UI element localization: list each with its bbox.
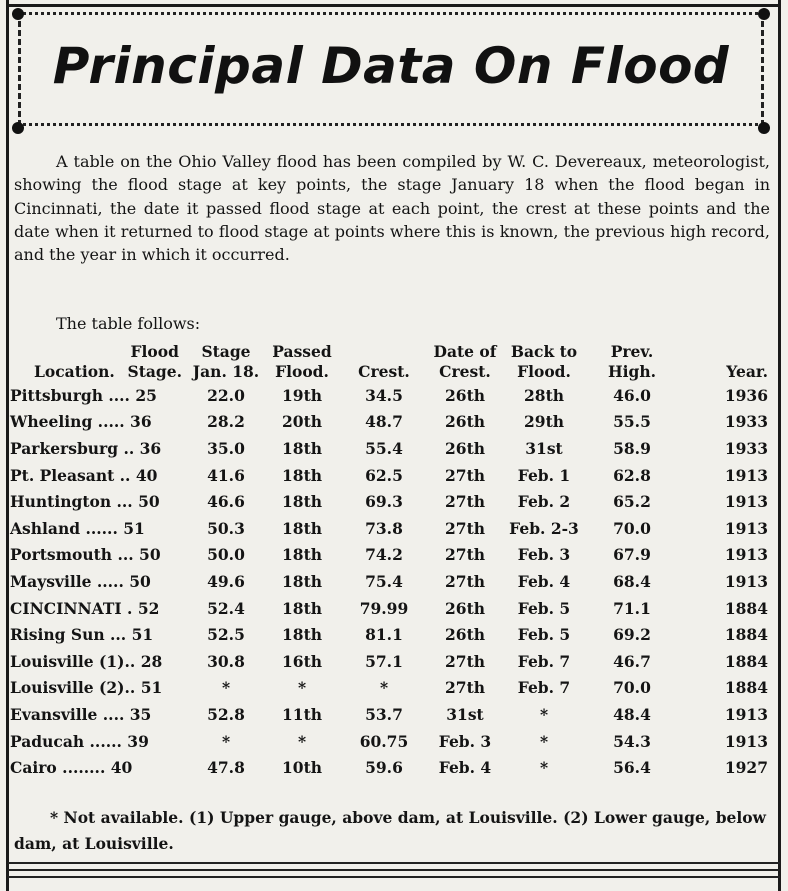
- cell-location: Maysville ..... 50: [10, 571, 151, 591]
- cell-year: 1933: [724, 438, 768, 458]
- cell-date-of-crest: 26th: [445, 625, 485, 645]
- cell-prev-high: 71.1: [613, 598, 651, 618]
- cell-date-of-crest: 26th: [445, 438, 485, 458]
- header-stage-line1: Stage: [201, 342, 251, 361]
- cell-date-of-crest: 27th: [445, 571, 485, 591]
- cell-crest: 74.2: [365, 545, 403, 565]
- cell-passed-flood: 10th: [282, 758, 322, 778]
- table-row: [10, 488, 772, 515]
- cell-prev-high: 58.9: [613, 438, 651, 458]
- table-row: [10, 409, 772, 436]
- cell-prev-high: 55.5: [613, 412, 651, 432]
- cell-passed-flood: 18th: [282, 598, 322, 618]
- cell-location: Ashland ...... 51: [10, 518, 145, 538]
- table-row: [10, 595, 772, 622]
- cell-year: 1913: [724, 518, 768, 538]
- cell-passed-flood: 20th: [282, 412, 322, 432]
- cell-stage-jan18: 49.6: [207, 571, 245, 591]
- table-row: [10, 515, 772, 542]
- cell-stage-jan18: 28.2: [207, 412, 245, 432]
- cell-crest: 69.3: [365, 492, 403, 512]
- cell-stage-jan18: 22.0: [207, 385, 245, 405]
- cell-back-to-flood: *: [539, 731, 549, 751]
- cell-passed-flood: 18th: [282, 625, 322, 645]
- cell-back-to-flood: Feb. 2: [517, 492, 571, 512]
- cell-stage-jan18: 41.6: [207, 465, 245, 485]
- cell-back-to-flood: Feb. 7: [517, 678, 571, 698]
- cell-location: Louisville (1).. 28: [10, 651, 163, 671]
- header-back-line2: Flood.: [517, 362, 571, 381]
- flood-data-table: [10, 342, 772, 781]
- cell-year: 1913: [724, 545, 768, 565]
- cell-prev-high: 46.7: [613, 651, 651, 671]
- cell-crest: 73.8: [365, 518, 403, 538]
- cell-crest: 34.5: [365, 385, 403, 405]
- cell-date-of-crest: Feb. 3: [438, 731, 492, 751]
- cell-prev-high: 70.0: [613, 678, 651, 698]
- cell-location: CINCINNATI . 52: [10, 598, 160, 618]
- table-row: [10, 382, 772, 409]
- cell-crest: 55.4: [365, 438, 403, 458]
- cell-location: Portsmouth ... 50: [10, 545, 161, 565]
- cell-passed-flood: 18th: [282, 518, 322, 538]
- header-passed-flood: [264, 342, 340, 382]
- header-flood-stage-line1: Flood: [130, 342, 179, 361]
- table-header-row: [10, 342, 772, 382]
- cell-date-of-crest: 26th: [445, 385, 485, 405]
- cell-prev-high: 56.4: [613, 758, 651, 778]
- corner-dot-top-left: [12, 8, 24, 20]
- cell-stage-jan18: *: [221, 731, 231, 751]
- cell-stage-jan18: 52.8: [207, 704, 245, 724]
- cell-passed-flood: 18th: [282, 545, 322, 565]
- cell-prev-high: 65.2: [613, 492, 651, 512]
- cell-back-to-flood: Feb. 7: [517, 651, 571, 671]
- cell-back-to-flood: Feb. 4: [517, 571, 571, 591]
- cell-crest: 59.6: [365, 758, 403, 778]
- bottom-rule-2: [8, 869, 780, 871]
- header-stage-jan18: [188, 342, 264, 382]
- cell-date-of-crest: 27th: [445, 678, 485, 698]
- table-row: [10, 435, 772, 462]
- cell-crest: 57.1: [365, 651, 403, 671]
- cell-year: 1913: [724, 465, 768, 485]
- top-rule: [8, 4, 780, 7]
- header-date-line1: Date of: [433, 342, 497, 361]
- cell-year: 1913: [724, 571, 768, 591]
- cell-year: 1936: [724, 385, 768, 405]
- cell-stage-jan18: *: [221, 678, 231, 698]
- cell-passed-flood: *: [297, 731, 307, 751]
- cell-stage-jan18: 50.3: [207, 518, 245, 538]
- cell-passed-flood: 16th: [282, 651, 322, 671]
- cell-prev-high: 54.3: [613, 731, 651, 751]
- cell-location: Rising Sun ... 51: [10, 625, 154, 645]
- cell-date-of-crest: 26th: [445, 598, 485, 618]
- intro-paragraph: A table on the Ohio Valley flood has been compiled by W. C. Devereaux, meteorologist, showing the flood stage at key points, the stage January 18 when the flood began in Cincinnati, the date it passed flood stage at each point, the crest at these points and the date when it returned to flood stage at points where this is known, the previous high record, and the year in which it occurred.: [14, 152, 770, 265]
- cell-year: 1913: [724, 492, 768, 512]
- table-row: [10, 648, 772, 675]
- cell-stage-jan18: 50.0: [207, 545, 245, 565]
- cell-year: 1933: [724, 412, 768, 432]
- header-location-stage: [10, 342, 188, 382]
- table-row: [10, 542, 772, 569]
- cell-crest: 79.99: [359, 598, 409, 618]
- cell-date-of-crest: 31st: [446, 704, 484, 724]
- cell-stage-jan18: 47.8: [207, 758, 245, 778]
- cell-date-of-crest: 27th: [445, 492, 485, 512]
- footnote: * Not available. (1) Upper gauge, above dam, at Louisville. (2) Lower gauge, below dam, at Louisville.: [14, 808, 766, 853]
- table-row: [10, 568, 772, 595]
- cell-date-of-crest: 26th: [445, 412, 485, 432]
- cell-passed-flood: 18th: [282, 492, 322, 512]
- table-row: [10, 728, 772, 755]
- corner-dot-top-right: [758, 8, 770, 20]
- cell-passed-flood: 11th: [282, 704, 322, 724]
- cell-crest: 53.7: [365, 704, 403, 724]
- cell-year: 1884: [724, 678, 768, 698]
- page-title: Principal Data On Flood: [52, 37, 730, 95]
- cell-stage-jan18: 52.4: [207, 598, 245, 618]
- right-border: [778, 0, 781, 891]
- cell-year: 1927: [724, 758, 768, 778]
- header-passed-line1: Passed: [272, 342, 332, 361]
- cell-passed-flood: 18th: [282, 438, 322, 458]
- cell-date-of-crest: 27th: [445, 465, 485, 485]
- cell-passed-flood: 18th: [282, 571, 322, 591]
- header-prev-line1: Prev.: [610, 342, 654, 361]
- cell-prev-high: 67.9: [613, 545, 651, 565]
- cell-location: Parkersburg .. 36: [10, 438, 162, 458]
- title-box: [18, 12, 764, 126]
- cell-year: 1884: [724, 651, 768, 671]
- cell-location: Louisville (2).. 51: [10, 678, 163, 698]
- header-passed-line2: Flood.: [275, 362, 329, 381]
- cell-year: 1884: [724, 598, 768, 618]
- cell-prev-high: 48.4: [613, 704, 651, 724]
- cell-stage-jan18: 30.8: [207, 651, 245, 671]
- header-date-line2: Crest.: [439, 362, 491, 381]
- cell-prev-high: 62.8: [613, 465, 651, 485]
- cell-location: Pittsburgh .... 25: [10, 385, 157, 405]
- cell-crest: 81.1: [365, 625, 403, 645]
- cell-location: Pt. Pleasant .. 40: [10, 465, 158, 485]
- table-row: [10, 754, 772, 781]
- cell-back-to-flood: Feb. 2-3: [509, 518, 579, 538]
- cell-crest: 60.75: [359, 731, 409, 751]
- cell-prev-high: 70.0: [613, 518, 651, 538]
- cell-location: Wheeling ..... 36: [10, 412, 152, 432]
- header-stage-line2: Jan. 18.: [192, 362, 260, 381]
- header-flood-stage-line2: Stage.: [127, 362, 182, 381]
- table-row: [10, 621, 772, 648]
- header-year: Year.: [726, 362, 768, 381]
- cell-passed-flood: 18th: [282, 465, 322, 485]
- cell-stage-jan18: 46.6: [207, 492, 245, 512]
- cell-passed-flood: 19th: [282, 385, 322, 405]
- cell-crest: *: [379, 678, 389, 698]
- header-crest: Crest.: [358, 362, 410, 381]
- header-prev-high: [586, 342, 678, 382]
- table-row: [10, 462, 772, 489]
- table-row: [10, 675, 772, 702]
- cell-date-of-crest: 27th: [445, 518, 485, 538]
- header-back-to-flood: [502, 342, 586, 382]
- cell-year: 1913: [724, 704, 768, 724]
- cell-back-to-flood: Feb. 1: [517, 465, 571, 485]
- header-prev-line2: High.: [607, 362, 657, 381]
- table-body: [10, 382, 772, 781]
- corner-dot-bottom-left: [12, 122, 24, 134]
- cell-date-of-crest: Feb. 4: [438, 758, 492, 778]
- cell-back-to-flood: *: [539, 704, 549, 724]
- cell-back-to-flood: *: [539, 758, 549, 778]
- cell-date-of-crest: 27th: [445, 651, 485, 671]
- cell-back-to-flood: Feb. 5: [517, 598, 571, 618]
- cell-prev-high: 69.2: [613, 625, 651, 645]
- cell-year: 1884: [724, 625, 768, 645]
- cell-location: Huntington ... 50: [10, 492, 160, 512]
- cell-stage-jan18: 35.0: [207, 438, 245, 458]
- cell-back-to-flood: 28th: [524, 385, 564, 405]
- cell-back-to-flood: 31st: [525, 438, 563, 458]
- cell-back-to-flood: Feb. 3: [517, 545, 571, 565]
- cell-prev-high: 68.4: [613, 571, 651, 591]
- table-intro: The table follows:: [56, 314, 201, 333]
- cell-crest: 62.5: [365, 465, 403, 485]
- cell-location: Paducah ...... 39: [10, 731, 149, 751]
- header-date-of-crest: [428, 342, 502, 382]
- cell-location: Evansville .... 35: [10, 704, 152, 724]
- cell-back-to-flood: Feb. 5: [517, 625, 571, 645]
- cell-location: Cairo ........ 40: [10, 758, 133, 778]
- cell-stage-jan18: 52.5: [207, 625, 245, 645]
- cell-crest: 75.4: [365, 571, 403, 591]
- header-location: Location.: [34, 362, 115, 381]
- cell-passed-flood: *: [297, 678, 307, 698]
- cell-date-of-crest: 27th: [445, 545, 485, 565]
- table-row: [10, 701, 772, 728]
- bottom-rule-3: [8, 876, 780, 878]
- left-border: [6, 0, 9, 891]
- cell-crest: 48.7: [365, 412, 403, 432]
- cell-year: 1913: [724, 731, 768, 751]
- corner-dot-bottom-right: [758, 122, 770, 134]
- header-back-line1: Back to: [510, 342, 578, 361]
- cell-prev-high: 46.0: [613, 385, 651, 405]
- cell-back-to-flood: 29th: [524, 412, 564, 432]
- bottom-rule-1: [8, 862, 780, 864]
- header-flood-stage: [128, 342, 183, 382]
